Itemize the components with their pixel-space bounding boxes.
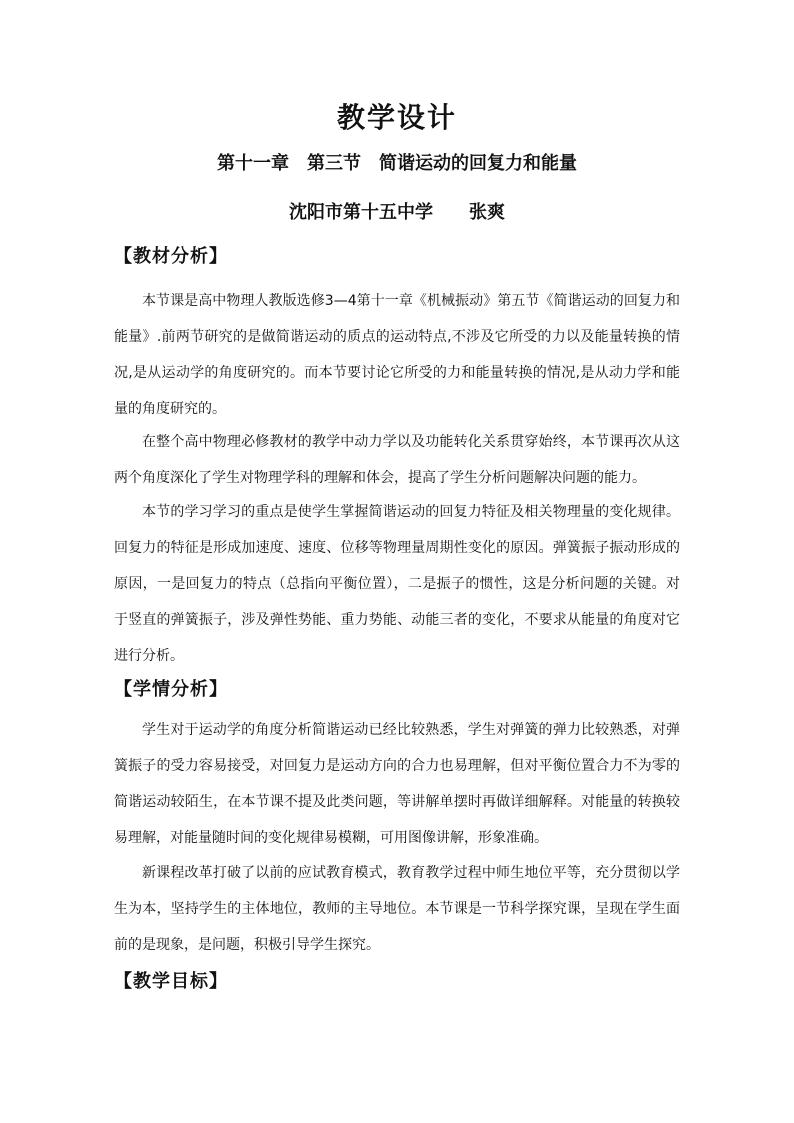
document-author: 沈阳市第十五中学 张爽 [289,202,505,223]
paragraph: 本节的学习学习的重点是使学生掌握简谐运动的回复力特征及相关物理量的变化规律。回复力的特征是形成加速度、速度、位移等物理量周期性变化的原因。弹簧振子振动形成的原因，一是回复力的特点（总指向平衡位置），二是振子的惯性，这是分析问题的关键。对于竖直的弹簧振子，涉及弹性势能、重力势能、动能三者的变化，不要求从能量的角度对它进行分析。 [114,504,680,664]
document-subtitle: 第十一章 第三节 简谐运动的回复力和能量 [217,153,577,174]
document-title: 教学设计 [336,101,457,134]
section-heading-teaching-objectives: 【教学目标】 [114,971,228,992]
paragraph: 本节课是高中物理人教版选修3—4第十一章《机械振动》第五节《简谐运动的回复力和能量》.前两节研究的是做简谐运动的质点的运动特点,不涉及它所受的力以及能量转换的情况,是从运动学的角度研究的。而本节要讨论它所受的力和能量转换的情况,是从动力学和能量的角度研究的。 [114,293,680,417]
paragraph: 学生对于运动学的角度分析简谐运动已经比较熟悉，学生对弹簧的弹力比较熟悉，对弹簧振子的受力容易接受，对回复力是运动方向的合力也易理解，但对平衡位置合力不为零的简谐运动较陌生，在本节课不提及此类问题，等讲解单摆时再做详细解释。对能量的转换较易理解，对能量随时间的变化规律易模糊，可用图像讲解，形象准确。 [114,722,680,846]
paragraph: 在整个高中物理必修教材的教学中动力学以及功能转化关系贯穿始终，本节课再次从这两个角度深化了学生对物理学科的理解和体会，提高了学生分析问题解决问题的能力。 [114,434,680,486]
section-heading-textbook-analysis: 【教材分析】 [114,246,228,267]
section-heading-learner-analysis: 【学情分析】 [114,679,228,700]
paragraph: 新课程改革打破了以前的应试教育模式，教育教学过程中师生地位平等，充分贯彻以学生为本，坚持学生的主体地位，教师的主导地位。本节课是一节科学探究课，呈现在学生面前的是现象，是问题，积极引导学生探究。 [114,865,680,953]
